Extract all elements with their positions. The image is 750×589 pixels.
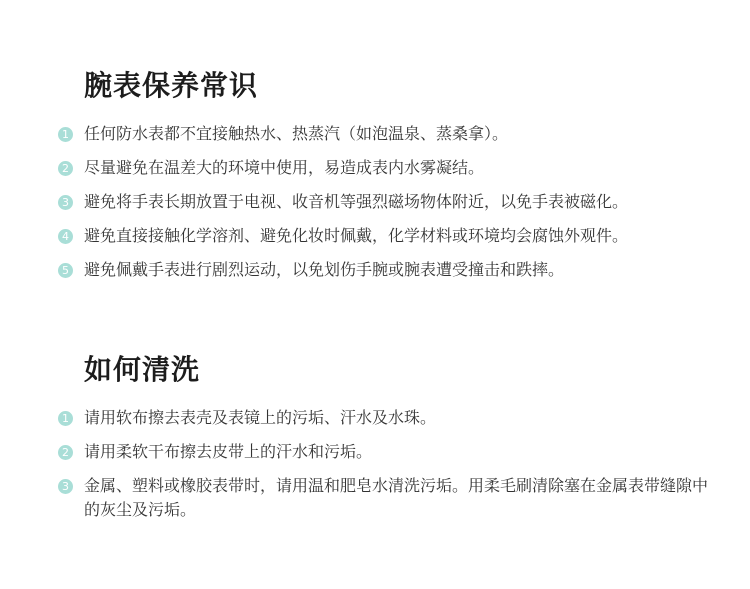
number-badge: 2 xyxy=(58,161,73,176)
list-item-text: 避免佩戴手表进行剧烈运动，以免划伤手腕或腕表遭受撞击和跌摔。 xyxy=(84,260,565,279)
list-item-text: 金属、塑料或橡胶表带时，请用温和肥皂水清洗污垢。用柔毛刷清除塞在金属表带缝隙中的灰尘及污垢。 xyxy=(84,476,709,519)
list-item-text: 任何防水表都不宜接触热水、热蒸汽（如泡温泉、蒸桑拿）。 xyxy=(84,124,509,143)
list-item xyxy=(58,258,710,282)
watch-care-title: 腕表保养常识 xyxy=(84,69,259,102)
list-item-text: 避免将手表长期放置于电视、收音机等强烈磁场物体附近，以免手表被磁化。 xyxy=(84,192,629,211)
cleaning-list xyxy=(58,406,710,522)
list-item xyxy=(58,406,710,430)
list-item xyxy=(58,122,710,146)
cleaning-section xyxy=(58,350,710,532)
list-item-text: 尽量避免在温差大的环境中使用，易造成表内水雾凝结。 xyxy=(84,158,485,177)
watch-care-list xyxy=(58,122,710,282)
number-badge: 4 xyxy=(58,229,73,244)
number-badge: 3 xyxy=(58,479,73,494)
list-item xyxy=(58,474,710,522)
list-item xyxy=(58,440,710,464)
list-item-text: 请用软布擦去表壳及表镜上的污垢、汗水及水珠。 xyxy=(84,408,437,427)
number-badge: 5 xyxy=(58,263,73,278)
list-item xyxy=(58,190,710,214)
list-item-text: 避免直接接触化学溶剂、避免化妆时佩戴，化学材料或环境均会腐蚀外观件。 xyxy=(84,226,629,245)
number-badge: 2 xyxy=(58,445,73,460)
list-item-text: 请用柔软干布擦去皮带上的汗水和污垢。 xyxy=(84,442,373,461)
list-item xyxy=(58,224,710,248)
number-badge: 1 xyxy=(58,127,73,142)
cleaning-title: 如何清洗 xyxy=(84,353,201,386)
number-badge: 1 xyxy=(58,411,73,426)
watch-care-section xyxy=(58,66,710,292)
list-item xyxy=(58,156,710,180)
number-badge: 3 xyxy=(58,195,73,210)
